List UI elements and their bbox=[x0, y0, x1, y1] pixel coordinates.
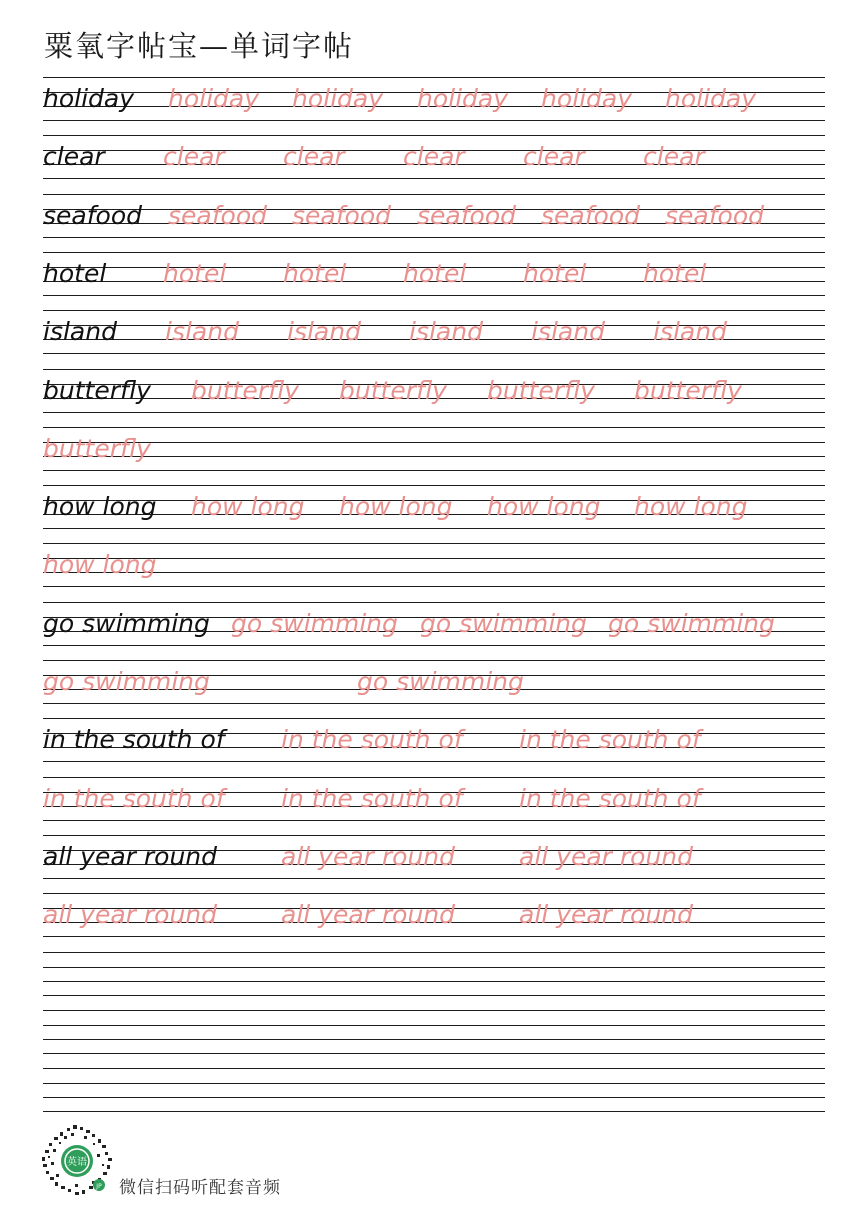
trace-word: go swimming bbox=[420, 608, 587, 638]
trace-word: in the south of bbox=[519, 725, 701, 755]
qr-code-icon[interactable] bbox=[40, 1124, 114, 1198]
writing-band bbox=[43, 660, 825, 704]
rule-line bbox=[43, 1097, 825, 1098]
model-word: island bbox=[43, 317, 117, 347]
trace-word: seafood bbox=[168, 200, 267, 230]
page-title: 粟氧字帖宝—单词字帖 bbox=[44, 29, 355, 63]
trace-word: clear bbox=[163, 142, 225, 172]
trace-word: go swimming bbox=[608, 608, 775, 638]
rule-line bbox=[43, 442, 825, 443]
rule-line bbox=[43, 543, 825, 544]
trace-word: butterfly bbox=[634, 375, 742, 405]
rule-line bbox=[43, 995, 825, 996]
rule-line bbox=[43, 295, 825, 296]
rule-line bbox=[43, 761, 825, 762]
rule-line bbox=[43, 703, 825, 704]
trace-word: how long bbox=[191, 492, 305, 522]
rule-line bbox=[43, 1053, 825, 1054]
model-word: hotel bbox=[43, 258, 107, 288]
model-word: in the south of bbox=[43, 725, 225, 755]
trace-word: butterfly bbox=[191, 375, 299, 405]
rule-line bbox=[43, 178, 825, 179]
svg-text:JP: JP bbox=[96, 1183, 102, 1190]
trace-word: all year round bbox=[519, 900, 694, 930]
trace-word: how long bbox=[634, 492, 748, 522]
writing-band bbox=[43, 427, 825, 471]
trace-word: in the south of bbox=[281, 725, 463, 755]
rule-line bbox=[43, 1010, 825, 1011]
rule-line bbox=[43, 237, 825, 238]
rule-line bbox=[43, 1083, 825, 1084]
writing-band bbox=[43, 543, 825, 587]
rule-line bbox=[43, 558, 825, 559]
trace-word: butterfly bbox=[339, 375, 447, 405]
rule-line bbox=[43, 878, 825, 879]
rule-line bbox=[43, 952, 825, 953]
rule-line bbox=[43, 586, 825, 587]
trace-word: holiday bbox=[665, 84, 757, 113]
rule-line bbox=[43, 967, 825, 968]
trace-word: all year round bbox=[519, 841, 694, 871]
trace-word: go swimming bbox=[231, 608, 398, 638]
rule-line bbox=[43, 310, 825, 311]
writing-band bbox=[43, 310, 825, 354]
trace-word: hotel bbox=[403, 258, 467, 288]
rule-line bbox=[43, 1111, 825, 1112]
writing-band bbox=[43, 952, 825, 996]
trace-word: seafood bbox=[417, 200, 516, 230]
trace-word: holiday bbox=[541, 84, 633, 113]
rule-line bbox=[43, 718, 825, 719]
trace-word: island bbox=[165, 317, 239, 347]
rule-line bbox=[43, 936, 825, 937]
trace-word: go swimming bbox=[43, 667, 210, 696]
trace-word: clear bbox=[283, 142, 345, 172]
model-word: butterfly bbox=[43, 375, 151, 405]
rule-line bbox=[43, 427, 825, 428]
trace-word: hotel bbox=[523, 258, 587, 288]
rule-line bbox=[43, 77, 825, 78]
trace-word: in the south of bbox=[519, 783, 701, 813]
rule-line bbox=[43, 1068, 825, 1069]
trace-word: island bbox=[653, 317, 727, 347]
model-word: holiday bbox=[43, 84, 135, 113]
rule-line bbox=[43, 456, 825, 457]
trace-word: island bbox=[409, 317, 483, 347]
model-word: all year round bbox=[43, 841, 218, 871]
trace-word: how long bbox=[339, 492, 453, 522]
trace-word: clear bbox=[403, 142, 465, 172]
trace-word: butterfly bbox=[487, 375, 595, 405]
rule-line bbox=[43, 194, 825, 195]
rule-line bbox=[43, 602, 825, 603]
writing-band bbox=[43, 194, 825, 238]
trace-word: seafood bbox=[292, 200, 391, 230]
trace-word: go swimming bbox=[357, 667, 524, 696]
rule-line bbox=[43, 120, 825, 121]
rule-line bbox=[43, 252, 825, 253]
trace-word: butterfly bbox=[43, 433, 151, 463]
trace-word: how long bbox=[43, 550, 157, 580]
rule-line bbox=[43, 835, 825, 836]
rule-line bbox=[43, 412, 825, 413]
writing-band bbox=[43, 77, 825, 121]
writing-band bbox=[43, 135, 825, 179]
trace-word: how long bbox=[487, 492, 601, 522]
rule-line bbox=[43, 369, 825, 370]
qr-badge-label: 英语 bbox=[67, 1157, 87, 1168]
rule-line bbox=[43, 777, 825, 778]
scan-caption: 微信扫码听配套音频 bbox=[119, 1178, 281, 1198]
trace-word: seafood bbox=[665, 200, 764, 230]
rule-line bbox=[43, 981, 825, 982]
writing-band bbox=[43, 485, 825, 529]
rule-line bbox=[43, 470, 825, 471]
writing-band bbox=[43, 252, 825, 296]
writing-band bbox=[43, 1010, 825, 1054]
trace-word: in the south of bbox=[281, 783, 463, 813]
trace-word: clear bbox=[643, 142, 705, 172]
writing-band bbox=[43, 835, 825, 879]
practice-sheet bbox=[43, 77, 825, 1117]
trace-word: clear bbox=[523, 142, 585, 172]
model-word: clear bbox=[43, 142, 105, 172]
rule-line bbox=[43, 893, 825, 894]
rule-line bbox=[43, 353, 825, 354]
trace-word: holiday bbox=[417, 84, 509, 113]
writing-band bbox=[43, 1068, 825, 1112]
writing-band bbox=[43, 718, 825, 762]
writing-band bbox=[43, 369, 825, 413]
trace-word: all year round bbox=[43, 900, 218, 930]
model-word: seafood bbox=[43, 200, 142, 230]
rule-line bbox=[43, 135, 825, 136]
trace-word: holiday bbox=[168, 84, 260, 113]
rule-line bbox=[43, 645, 825, 646]
model-word: how long bbox=[43, 492, 157, 522]
rule-line bbox=[43, 660, 825, 661]
rule-line bbox=[43, 1025, 825, 1026]
rule-line bbox=[43, 485, 825, 486]
trace-word: seafood bbox=[541, 200, 640, 230]
trace-word: in the south of bbox=[43, 783, 225, 813]
rule-line bbox=[43, 820, 825, 821]
writing-band bbox=[43, 777, 825, 821]
trace-word: all year round bbox=[281, 841, 456, 871]
model-word: go swimming bbox=[43, 608, 210, 638]
rule-line bbox=[43, 1039, 825, 1040]
trace-word: island bbox=[287, 317, 361, 347]
rule-line bbox=[43, 528, 825, 529]
trace-word: holiday bbox=[292, 84, 384, 113]
writing-band bbox=[43, 893, 825, 937]
trace-word: island bbox=[531, 317, 605, 347]
writing-band bbox=[43, 602, 825, 646]
trace-word: hotel bbox=[643, 258, 707, 288]
trace-word: hotel bbox=[283, 258, 347, 288]
trace-word: hotel bbox=[163, 258, 227, 288]
trace-word: all year round bbox=[281, 900, 456, 930]
rule-line bbox=[43, 572, 825, 573]
